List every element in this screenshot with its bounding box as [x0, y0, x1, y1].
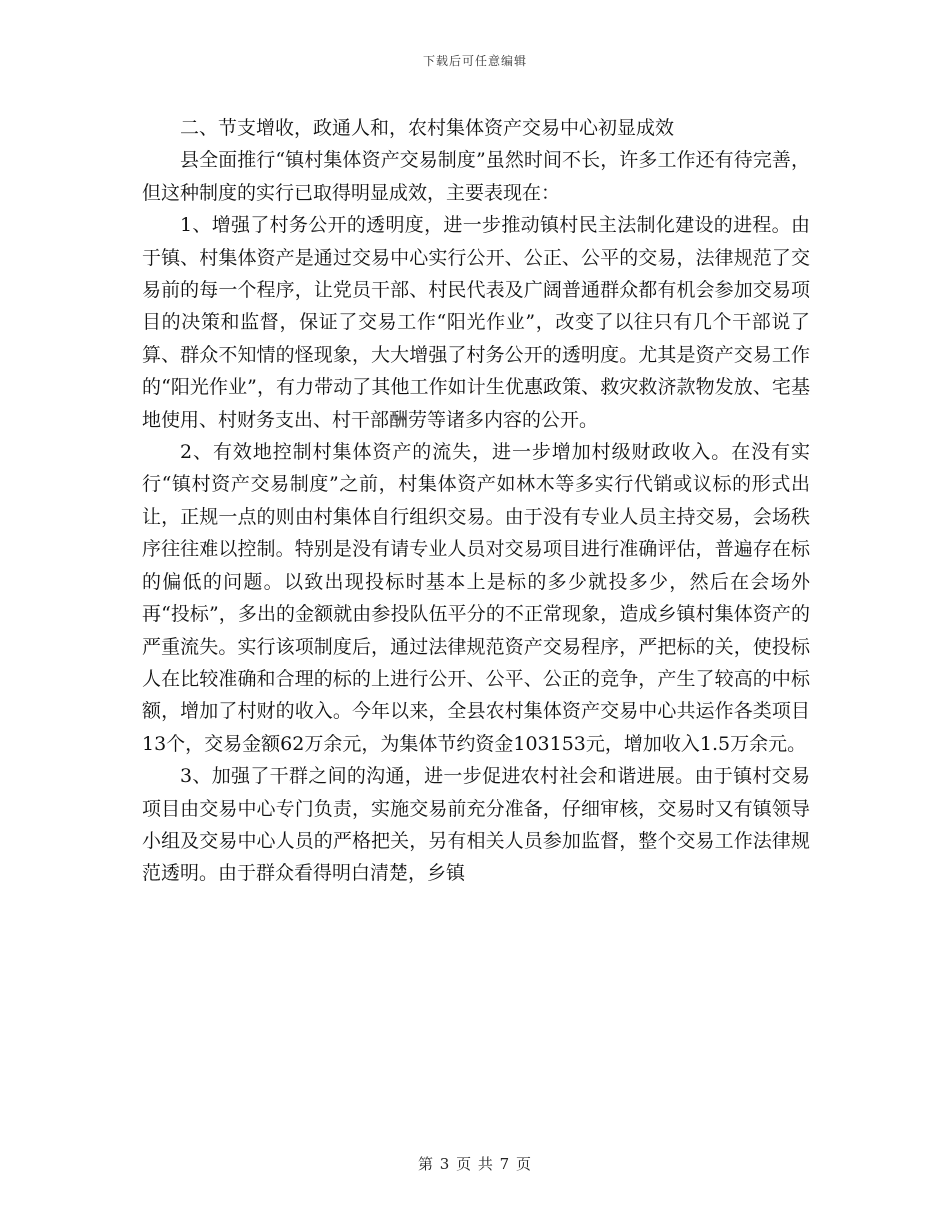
paragraph-item-1: 1、增强了村务公开的透明度，进一步推动镇村民主法制化建设的进程。由于镇、村集体资产是通过交易中心实行公开、公正、公平的交易，法律规范了交易前的每一个程序，让党员干部、村民代表及广阔普通群众都有机会参加交易项目的决策和监督，保证了交易工作“阳光作业”，改变了以往只有几个干部说了算、群众不知情的怪现象，大大增强了村务公开的透明度。尤其是资产交易工作的“阳光作业”，有力带动了其他工作如计生优惠政策、救灾救济款物发放、宅基地使用、村财务支出、村干部酬劳等诸多内容的公开。 — [142, 214, 810, 431]
section-heading: 二、节支增收，政通人和，农村集体资产交易中心初显成效 — [180, 117, 675, 139]
paragraph-intro: 县全面推行“镇村集体资产交易制度”虽然时间不长，许多工作还有待完善，但这种制度的实行已取得明显成效，主要表现在： — [142, 149, 810, 204]
page-number: 第 3 页 共 7 页 — [418, 1155, 532, 1173]
paragraph-item-2: 2、有效地控制村集体资产的流失，进一步增加村级财政收入。在没有实行“镇村资产交易制度”之前，村集体资产如林木等多实行代销或议标的形式出让，正规一点的则由村集体自行组织交易。由于没有专业人员主持交易，会场秩序往往难以控制。特别是没有请专业人员对交易项目进行准确评估，普遍存在标的偏低的问题。以致出现投标时基本上是标的多少就投多少，然后在会场外再“投标”，多出的金额就由参投队伍平分的不正常现象，造成乡镇村集体资产的严重流失。实行该项制度后，通过法律规范资产交易程序，严把标的关，使投标人在比较准确和合理的标的上进行公开、公平、公正的竞争，产生了较高的中标额，增加了村财的收入。今年以来，全县农村集体资产交易中心共运作各类项目13个，交易金额62万余元，为集体节约资金103153元，增加收入1.5万余元。 — [142, 441, 810, 755]
page-header: 下载后可任意编辑 — [422, 54, 527, 68]
document-body — [142, 112, 810, 890]
paragraph-item-3: 3、加强了干群之间的沟通，进一步促进农村社会和谐进展。由于镇村交易项目由交易中心专门负责，实施交易前充分准备，仔细审核，交易时又有镇领导小组及交易中心人员的严格把关，另有相关人员参加监督，整个交易工作法律规范透明。由于群众看得明白清楚，乡镇 — [142, 765, 810, 885]
